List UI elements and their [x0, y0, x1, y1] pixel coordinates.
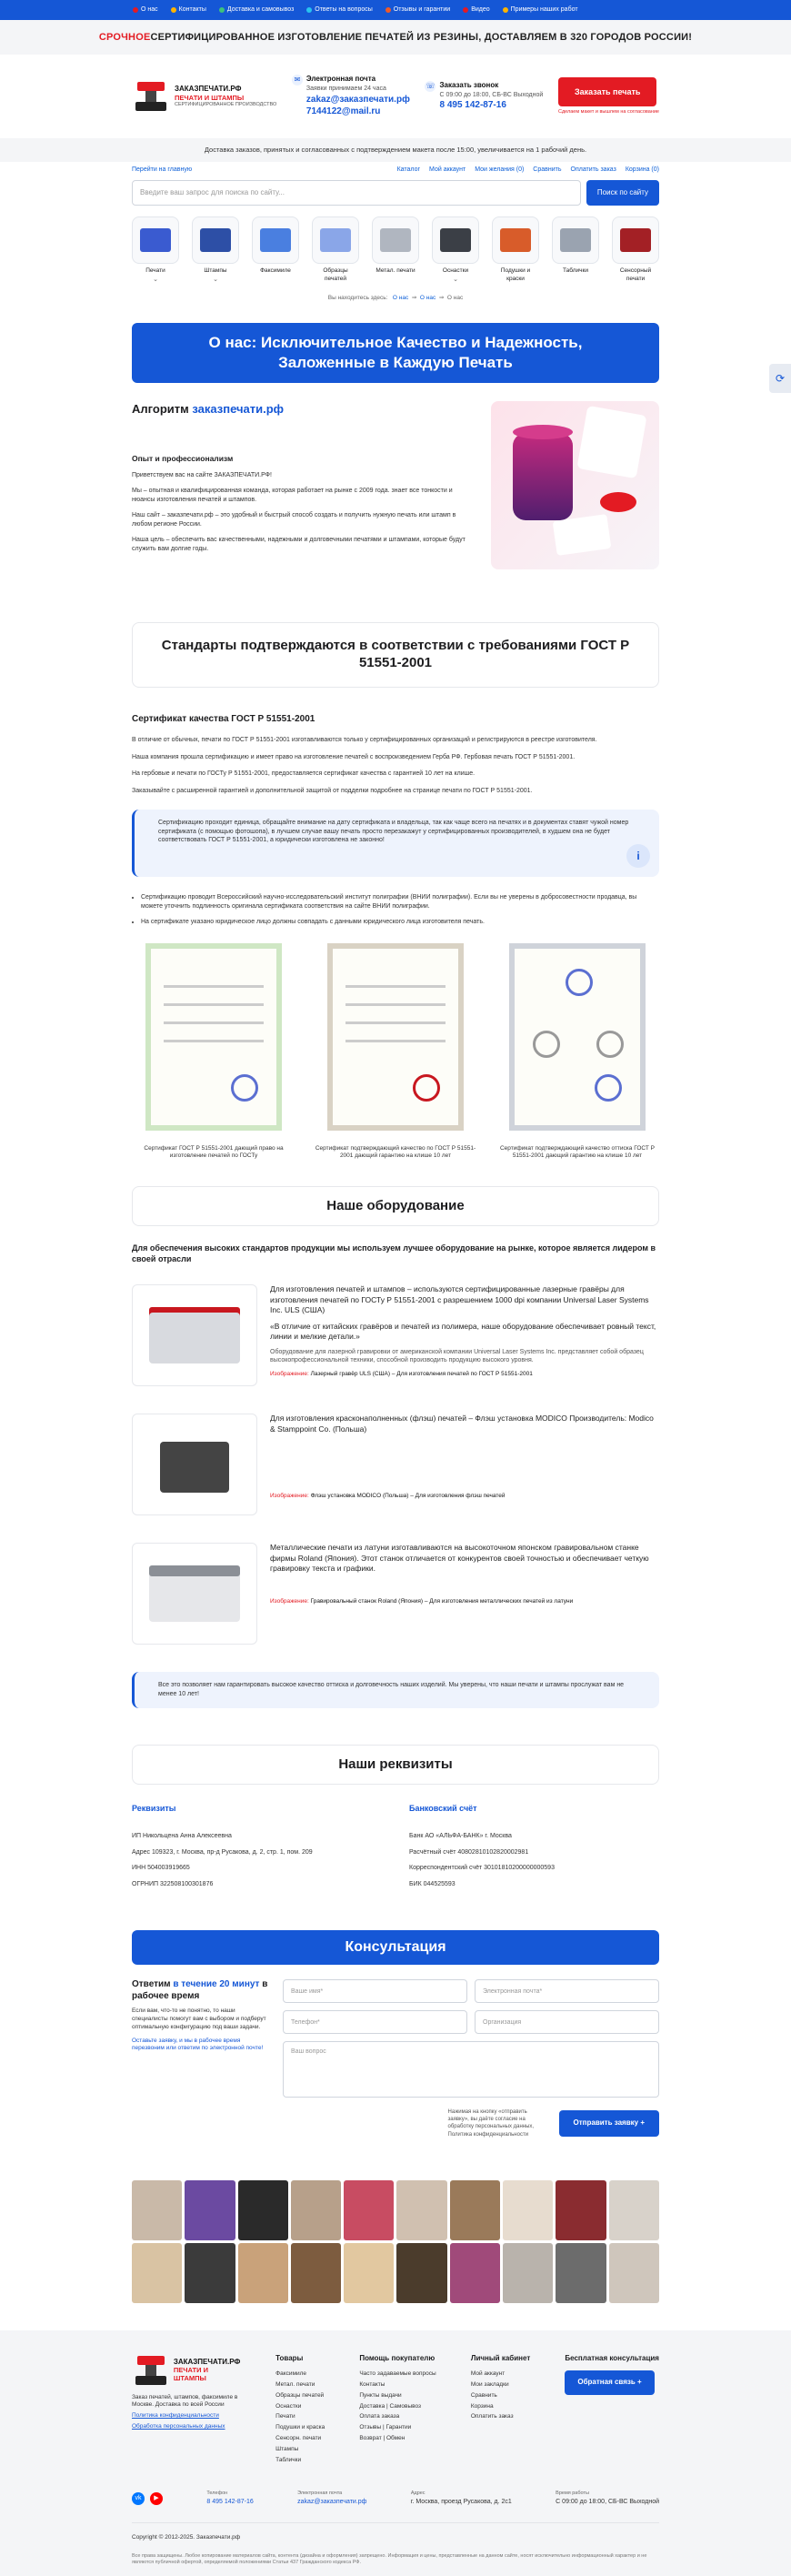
- breadcrumb: Вы находитесь здесь: О нас ⇒ О нас ⇒ О нас: [327, 295, 464, 302]
- flash-machine-image: [132, 1414, 257, 1515]
- top-nav: [0, 0, 791, 20]
- youtube-icon[interactable]: ▶: [150, 2492, 163, 2505]
- equipment-item: Для изготовления красконаполненных (флэш) печатей – Флэш установка MODICO Производитель: Modico & Stamppoint Co. (Польша) Изображение: Флэш установка MODICO (Польша) – Для изготовления флэш печатей: [132, 1414, 659, 1515]
- compare-link[interactable]: Сравнить: [533, 166, 562, 174]
- laser-engraver-image: [132, 1284, 257, 1386]
- account-link[interactable]: Мой аккаунт: [429, 166, 466, 174]
- gallery-photo[interactable]: [609, 2243, 659, 2303]
- top-nav-item[interactable]: Примеры наших работ: [503, 5, 578, 14]
- vk-icon[interactable]: vk: [132, 2492, 145, 2505]
- certificate-card[interactable]: Сертификат подтверждающий качество оттиска ГОСТ Р 51551-2001 дающий гарантию на клише 10 лет: [496, 943, 659, 1162]
- organization-field[interactable]: Организация: [475, 2010, 659, 2034]
- gallery-photo[interactable]: [238, 2243, 288, 2303]
- promo-banner: [0, 20, 791, 55]
- category-item[interactable]: Факсимиле: [252, 216, 299, 284]
- footer-logo[interactable]: ЗАКАЗПЕЧАТИ.РФ ПЕЧАТИ И ШТАМПЫ: [132, 2354, 241, 2387]
- pay-order-link[interactable]: Оплатить заказ: [570, 166, 616, 174]
- equipment-note: Все это позволяет нам гарантировать высокое качество оттиска и долговечность наших изделий. Мы уверены, что наши печати и штампы прослужат вам не менее 10 лет!: [132, 1672, 659, 1708]
- gost-warning: Сертификацию проходит единица, обращайте внимание на дату сертификата и владельца, так как чаще всего на печатях и в документах ставят чужой номер сертификата (с помощью фотошопа), в лучшем случае вашу печать просто перезакажут у сертифицированных производителей, в худшем она не будет соответствовать ГОСТ Р 51551-2001, а юридически изготовлена не законно! i: [132, 810, 659, 877]
- about-title: Алгоритм заказпечати.рф: [132, 401, 285, 416]
- gallery-photo[interactable]: [344, 2243, 394, 2303]
- header-phone: ☏ Заказать звонок С 09:00 до 18:00, СБ-ВС Выходной 8 495 142-87-16: [426, 81, 544, 111]
- search-input[interactable]: Введите ваш запрос для поиска по сайту...: [132, 180, 581, 206]
- phone-field[interactable]: Телефон*: [283, 2010, 467, 2034]
- about-section: Алгоритм заказпечати.рф Опыт и профессионализм Приветствуем вас на сайте ЗАКАЗПЕЧАТИ.РФ! Мы – опытная и квалифицированная команда, которая работает на рынке с 2009 года. знает все тонкости и нюансы изготовления печатей и штампов. Наш сайт – заказпечати.рф – это удобный и быстрый способ создать и получить нужную печать или штамп в любом регионе России. Наша цель – обеспечить вас качественными, надежными и долговечными печатями и штампами, которые будут служить вам долгие годы.: [132, 401, 659, 569]
- equipment-heading: Наше оборудование: [132, 1186, 659, 1226]
- gallery-photo[interactable]: [503, 2180, 553, 2240]
- certificates: [132, 943, 659, 1162]
- chevron-down-icon: ⌄: [213, 276, 218, 283]
- footer-email[interactable]: zakaz@заказпечати.рф: [297, 2498, 367, 2505]
- logo[interactable]: ЗАКАЗПЕЧАТИ.РФ ПЕЧАТИ И ШТАМПЫ СЕРТИФИЦИРОВАННОЕ ПРОИЗВОДСТВО: [132, 80, 276, 113]
- footer-phone[interactable]: 8 495 142-87-16: [206, 2498, 254, 2505]
- gallery-photo[interactable]: [185, 2243, 235, 2303]
- gallery-photo[interactable]: [396, 2243, 446, 2303]
- plus-icon: +: [640, 2118, 645, 2128]
- search-bar: [132, 180, 659, 206]
- roland-engraver-image: [132, 1543, 257, 1645]
- copyright: Copyright © 2012-2025. Заказпечати.рф: [132, 2522, 659, 2542]
- chevron-down-icon: ⌄: [153, 276, 158, 283]
- callback-link[interactable]: Заказать звонок: [439, 81, 499, 90]
- promo-highlight: СРОЧНОЕ: [98, 31, 151, 43]
- category-strip: [132, 216, 659, 284]
- logo-stamp-icon: [132, 80, 170, 113]
- utility-links: [132, 162, 659, 178]
- certificate-card[interactable]: Сертификат ГОСТ Р 51551-2001 дающий право на изготовление печатей по ГОСТу: [132, 943, 295, 1162]
- top-nav-item[interactable]: Отзывы и гарантии: [385, 5, 450, 14]
- top-nav-item[interactable]: Контакты: [171, 5, 206, 14]
- gallery-photo[interactable]: [450, 2180, 500, 2240]
- gallery-photo[interactable]: [291, 2180, 341, 2240]
- top-nav-item[interactable]: О нас: [133, 5, 158, 14]
- top-nav-item[interactable]: Видео: [463, 5, 489, 14]
- footer: ЗАКАЗПЕЧАТИ.РФ ПЕЧАТИ И ШТАМПЫ Заказ печатей, штампов, факсимиле в Москве. Доставка по всей России Политика конфиденциальности Обработка персональных данных Товары Факсимиле Метал. печати Образцы печатей Оснастки Печати Подушки и краска Сенсорн. печати Штампы Таблички Помощь покупателю Часто задаваемые вопросы Контакты Пункты выдачи Доставка | Самовывоз Оплата заказа Отзывы | Гарантии Возврат | Обмен Личный кабинет Мой аккаунт Мои закладки Сравнить Корзина Оплатить заказ Бесплатная консультация Обратная связь + vk ▶ Телефон 8 495 142-87-16 Электронная почта zakaz@заказпечати.рф Адрес г. Москва, проезд Русакова, д. 2с1 Время работы С 09:00 до 18:00, СБ-ВС Выходной Copyright © 2012-2025. Заказпечати.рф Все права защищены. Любое копирование материалов сайта, контента (дизайна и оформления) запрещено. Информация и цены, представленные на данном сайте, носят исключительно информационный характер и не являются публичной офертой, определяемой положениями Статьи 437 Гражданского кодекса РФ.: [0, 2330, 791, 2576]
- phone-icon: ☏: [425, 81, 436, 92]
- chevron-down-icon: ⌄: [453, 276, 458, 283]
- name-field[interactable]: Ваше имя*: [283, 1979, 467, 2003]
- plus-icon: +: [637, 2378, 642, 2387]
- equipment-item: Для изготовления печатей и штампов – используются сертифицированные лазерные гравёры для изготовления печатей по ГОСТу Р 51551-2001 с разрешением 1000 dpi компании Universal Laser Systems Inc. ULS (США) «В отличие от китайских гравёров и печатей из полимера, наше оборудование обеспечивает ровный текст, линии и мелкие детали.» Оборудование для лазерной гравировки от американской компании Universal Laser Systems Inc. представляет собой образец высокопрофессиональной техники, способной производить продукцию высокого уровня. Изображение: Лазерный гравёр ULS (США) – Для изготовления печатей по ГОСТ Р 51551-2001: [132, 1284, 659, 1386]
- photo-gallery: [132, 2180, 659, 2303]
- header: ЗАКАЗПЕЧАТИ.РФ ПЕЧАТИ И ШТАМПЫ СЕРТИФИЦИРОВАННОЕ ПРОИЗВОДСТВО ✉ Электронная почта Заявки принимаем 24 часа zakaz@заказпечати.рф 7144122@mail.ru ☏ Заказать звонок С 09:00 до 18:00, СБ-ВС Выходной 8 495 142-87-16 Заказать печать Сделаем макет и вышлем на согласование: [132, 55, 659, 138]
- requisites-heading: Наши реквизиты: [132, 1745, 659, 1785]
- delivery-notice: Доставка заказов, принятых и согласованных с подтверждением макета после 15:00, увеличивается на 1 рабочий день.: [0, 138, 791, 162]
- gallery-photo[interactable]: [344, 2180, 394, 2240]
- gallery-photo[interactable]: [132, 2243, 182, 2303]
- wishlist-link[interactable]: Мои желания (0): [475, 166, 525, 174]
- info-icon: i: [626, 844, 650, 868]
- submit-request-button[interactable]: Отправить заявку +: [559, 2110, 659, 2137]
- question-field[interactable]: Ваш вопрос: [283, 2041, 659, 2098]
- about-photo: [491, 401, 659, 569]
- email-field[interactable]: Электронная почта*: [475, 1979, 659, 2003]
- float-recaptcha-icon[interactable]: ⟳: [769, 364, 791, 393]
- personal-data-link[interactable]: Обработка персональных данных: [132, 2422, 225, 2430]
- equipment-item: Металлические печати из латуни изготавливаются на высокоточном японском гравировальном станке фирмы Roland (Япония). Этот станок отличается от конкурентов своей точностью и обеспечивает четкую гравировку текста и графики. Изображение: Гравировальный станок Roland (Япония) – Для изготовления металлических печатей из латуни: [132, 1543, 659, 1645]
- header-email: ✉ Электронная почта Заявки принимаем 24 часа zakaz@заказпечати.рф 7144122@mail.ru: [292, 75, 410, 117]
- category-item[interactable]: Оснастки ⌄: [432, 216, 479, 284]
- search-button[interactable]: Поиск по сайту: [586, 180, 659, 206]
- top-nav-item[interactable]: Доставка и самовывоз: [219, 5, 294, 14]
- gost-section: Сертификат качества ГОСТ Р 51551-2001 В отличие от обычных, печати по ГОСТ Р 51551-2001 изготавливаются только у сертифицированных организаций и регистрируются в реестре изготовителя. Наша компания прошла сертификацию и имеет право на изготовление печатей с воспроизведением Герба РФ. Гербовая печать ГОСТ Р 51551-2001. На гербовые и печати по ГОСТу Р 51551-2001, предоставляется сертификат качества с гарантией 10 лет на клише. Заказывайте с расширенной гарантией и дополнительной защитой от подделки подробнее на странице печати по ГОСТ Р 51551-2001. Сертификацию проходит единица, обращайте внимание на дату сертификата и владельца, так как чаще всего на печатях и в документах ставят чужой номер сертификата (с помощью фотошопа), в лучшем случае вашу печать просто перезакажут у сертифицированных производителей, в худшем она не будет соответствовать ГОСТ Р 51551-2001, а юридически изготовлена не законно! i • Сертификацию проводит Всероссийский научно-исследовательский институт полиграфии (ВНИИ полиграфии). Если вы не уверены в добросовестности продавца, вы можете уточнить подлинность оригинала сертификата соответствия на сайте ВНИИ полиграфии. • На сертификате указано юридическое лицо должны совпадать с данными юридического лица изготовителя печать. Сертификат ГОСТ Р 51551-2001 дающий право на изготовление печатей по ГОСТу Сертификат подтверждающий качество по ГОСТ Р 51551-2001 дающий гарантию на клише 10 лет Сертификат подтверждающий качество оттиска ГОСТ Р 51551-2001 дающий гарантию на клише 10 лет: [132, 713, 659, 1161]
- category-item[interactable]: Печати ⌄: [132, 216, 179, 284]
- requisites-section: Реквизиты ИП Никольцена Анна Алексеевна Адрес 109323, г. Москва, пр-д Русакова, д. 2, стр. 1, пом. 209 ИНН 504003919665 ОГРНИП 322508100301876 Банковский счёт Банк АО «АЛЬФА-БАНК» г. Москва Расчётный счёт 40802810102820002981 Корреспондентский счёт 30101810200000000593 БИК 044525593: [132, 1804, 555, 1887]
- phone-link[interactable]: 8 495 142-87-16: [439, 100, 506, 111]
- category-item[interactable]: Подушки и краски: [492, 216, 539, 284]
- certificate-card[interactable]: Сертификат подтверждающий качество по ГОСТ Р 51551-2001 дающий гарантию на клише 10 лет: [314, 943, 477, 1162]
- mail-icon: ✉: [292, 75, 303, 86]
- gallery-photo[interactable]: [132, 2180, 182, 2240]
- category-item[interactable]: Сенсорный печати: [612, 216, 659, 284]
- gallery-photo[interactable]: [185, 2180, 235, 2240]
- equipment-section: Для обеспечения высоких стандартов продукции мы используем лучшее оборудование на рынке, которое является лидером в своей отрасли Для изготовления печатей и штампов – используются сертифицированные лазерные гравёры для изготовления печатей по ГОСТу Р 51551-2001 с разрешением 1000 dpi компании Universal Laser Systems Inc. ULS (США) «В отличие от китайских гравёров и печатей из полимера, наше оборудование обеспечивает ровный текст, линии и мелкие детали.» Оборудование для лазерной гравировки от американской компании Universal Laser Systems Inc. представляет собой образец высокопрофессиональной техники, способной производить продукцию высокого уровня. Изображение: Лазерный гравёр ULS (США) – Для изготовления печатей по ГОСТ Р 51551-2001 Для изготовления красконаполненных (флэш) печатей – Флэш установка MODICO Производитель: Modico & Stamppoint Co. (Польша) Изображение: Флэш установка MODICO (Польша) – Для изготовления флэш печатей Металлические печати из латуни изготавливаются на высокоточном японском гравировальном станке фирмы Roland (Япония). Этот станок отличается от конкурентов своей точностью и обеспечивает четкую гравировку текста и графики. Изображение: Гравировальный станок Roland (Япония) – Для изготовления металлических печатей из латуни Все это позволяет нам гарантировать высокое качество оттиска и долговечность наших изделий. Мы уверены, что наши печати и штампы прослужат вам не менее 10 лет!: [132, 1243, 659, 1708]
- gallery-photo[interactable]: [556, 2243, 606, 2303]
- catalog-link[interactable]: Каталог: [396, 166, 421, 174]
- gallery-photo[interactable]: [396, 2180, 446, 2240]
- home-link[interactable]: Перейти на главную: [132, 166, 193, 174]
- promo-text: СЕРТИФИЦИРОВАННОЕ ИЗГОТОВЛЕНИЕ ПЕЧАТЕЙ ИЗ РЕЗИНЫ, ДОСТАВЛЯЕМ В 320 ГОРОДОВ РОССИИ!: [150, 31, 693, 43]
- cart-link[interactable]: Корзина (0): [625, 166, 659, 174]
- legal-notice: Все права защищены. Любое копирование материалов сайта, контента (дизайна и оформления) запрещено. Информация и цены, представленные на данном сайте, носят исключительно информационный характер и не являются публичной офертой, определяемой положениями Статьи 437 Гражданского кодекса РФ.: [132, 2552, 647, 2566]
- category-item[interactable]: Штампы ⌄: [192, 216, 239, 284]
- consult-form: Ответим в течение 20 минут в рабочее время Если вам, что-то не понятно, то наши специалисты помогут вам с выбором и подберут оптимальную конфигурацию под ваши задачи. Оставьте заявку, и мы в рабочее время перезвоним или ответим по электронной почте! Ваше имя* Электронная почта* Телефон* Организация Ваш вопрос Нажимая на кнопку «отправить заявку», вы даёте согласие на обработку персональных данных, Политика конфиденциальности Отправить заявку +: [132, 1979, 659, 2138]
- email-link-2[interactable]: 7144122@mail.ru: [305, 106, 381, 117]
- gallery-photo[interactable]: [238, 2180, 288, 2240]
- page-title: О нас: Исключительное Качество и Надежность, Заложенные в Каждую Печать: [132, 323, 659, 383]
- feedback-button[interactable]: Обратная связь +: [565, 2370, 654, 2395]
- category-item[interactable]: Таблички: [552, 216, 599, 284]
- gallery-photo[interactable]: [450, 2243, 500, 2303]
- gallery-photo[interactable]: [503, 2243, 553, 2303]
- gallery-photo[interactable]: [291, 2243, 341, 2303]
- privacy-link[interactable]: Политика конфиденциальности: [132, 2412, 219, 2420]
- order-stamp-button[interactable]: Заказать печать: [558, 77, 656, 106]
- gallery-photo[interactable]: [609, 2180, 659, 2240]
- consult-heading: Консультация: [132, 1930, 659, 1965]
- email-link[interactable]: zakaz@заказпечати.рф: [305, 94, 410, 105]
- logo-stamp-icon: [132, 2354, 169, 2387]
- top-nav-item[interactable]: Ответы на вопросы: [306, 5, 372, 14]
- gost-heading: Стандарты подтверждаются в соответствии с требованиями ГОСТ Р 51551-2001: [132, 622, 659, 688]
- category-item[interactable]: Метал. печати: [372, 216, 419, 284]
- gallery-photo[interactable]: [556, 2180, 606, 2240]
- privacy-agreement: Нажимая на кнопку «отправить заявку», вы даёте согласие на обработку персональных данных, Политика конфиденциальности: [447, 2109, 535, 2138]
- category-item[interactable]: Образцы печатей: [312, 216, 359, 284]
